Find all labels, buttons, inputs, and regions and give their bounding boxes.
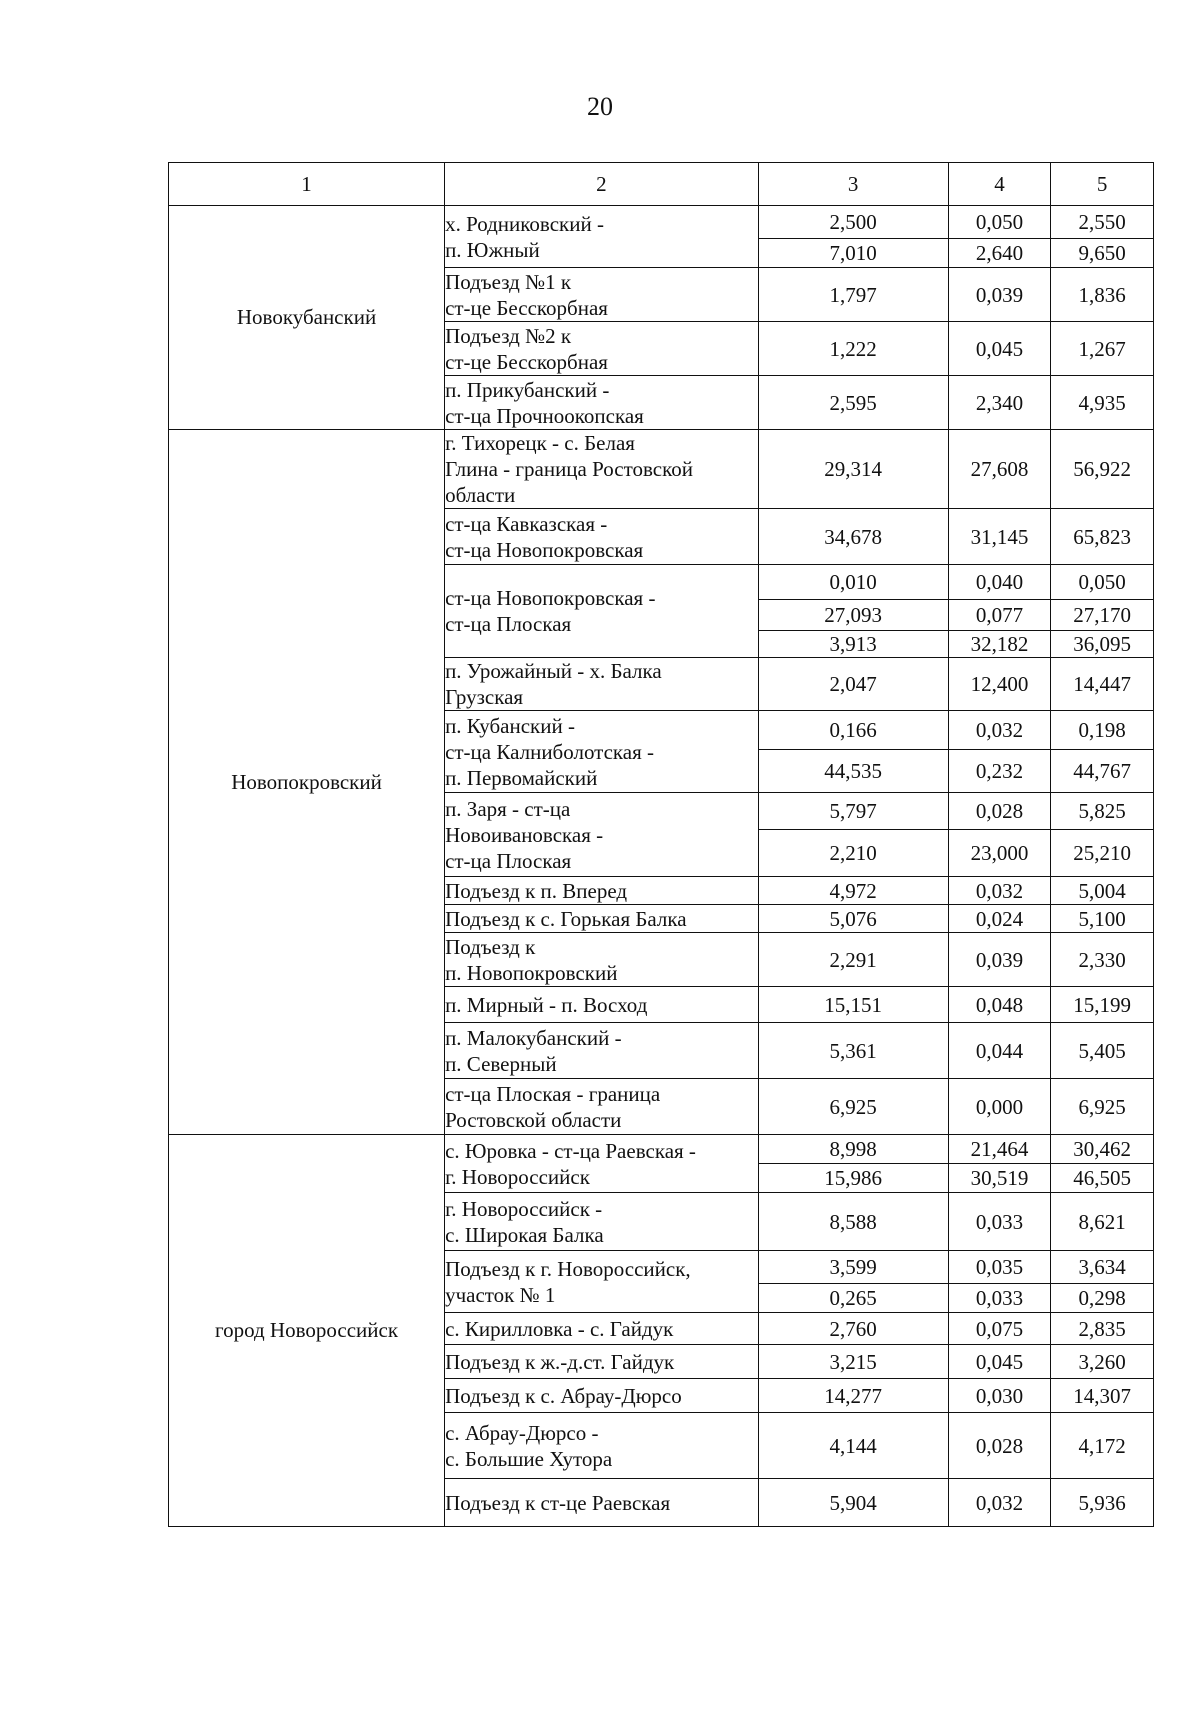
value-subrow: 0,035 xyxy=(975,1255,1024,1279)
value-cell: 12,400 xyxy=(948,658,1051,711)
value-cell: 14,307 xyxy=(1051,1379,1154,1413)
road-cell xyxy=(445,1345,759,1379)
road-cell xyxy=(445,711,759,793)
road-line: Подъезд к с. Абрау-Дюрсо xyxy=(445,1383,682,1408)
value-cell: 0,000 xyxy=(948,1079,1051,1135)
road-line: Подъезд к ж.-д.ст. Гайдук xyxy=(445,1349,675,1374)
road-cell xyxy=(445,933,759,987)
road-line: Подъезд №1 к xyxy=(445,269,572,294)
road-cell xyxy=(445,1479,759,1527)
value-cell: 2,047 xyxy=(758,658,948,711)
road-line: участок № 1 xyxy=(445,1282,556,1307)
road-cell xyxy=(445,1193,759,1251)
road-line: ст-це Бесскорбная xyxy=(445,295,608,320)
value-cell xyxy=(948,1135,1051,1193)
value-cell: 5,405 xyxy=(1051,1023,1154,1079)
road-line: ст-ца Кавказская - xyxy=(445,511,608,536)
road-line: п. Кубанский - xyxy=(445,713,575,738)
value-cell: 1,797 xyxy=(758,268,948,322)
value-cell xyxy=(1051,711,1154,793)
value-cell xyxy=(1051,565,1154,658)
value-cell xyxy=(948,1251,1051,1313)
value-cell: 4,972 xyxy=(758,877,948,905)
value-cell xyxy=(1051,793,1154,877)
road-line: с. Юровка - ст-ца Раевская - xyxy=(445,1138,696,1163)
road-cell xyxy=(445,987,759,1023)
road-line: Подъезд №2 к xyxy=(445,323,572,348)
road-line: с. Абрау-Дюрсо - xyxy=(445,1420,599,1445)
value-subrow: 0,028 xyxy=(975,799,1024,823)
value-cell xyxy=(948,793,1051,877)
value-cell xyxy=(758,1251,948,1313)
value-subrow: 3,599 xyxy=(829,1255,877,1279)
value-cell: 5,361 xyxy=(758,1023,948,1079)
value-subrow: 0,198 xyxy=(1078,718,1126,742)
road-line: п. Мирный - п. Восход xyxy=(445,992,648,1017)
value-cell: 4,172 xyxy=(1051,1413,1154,1479)
value-cell: 5,004 xyxy=(1051,877,1154,905)
value-subrow: 2,550 xyxy=(1078,210,1126,234)
road-cell xyxy=(445,206,759,268)
value-cell: 0,028 xyxy=(948,1413,1051,1479)
value-subrow: 0,033 xyxy=(949,1283,1051,1312)
value-cell: 29,314 xyxy=(758,430,948,509)
value-cell: 0,033 xyxy=(948,1193,1051,1251)
value-cell: 65,823 xyxy=(1051,509,1154,565)
road-cell xyxy=(445,793,759,877)
value-cell: 1,836 xyxy=(1051,268,1154,322)
value-subrow: 0,010 xyxy=(829,570,877,594)
road-line: п. Новопокровский xyxy=(445,960,618,985)
value-cell xyxy=(758,711,948,793)
road-line: п. Малокубанский - xyxy=(445,1025,622,1050)
table-row xyxy=(169,1135,1154,1193)
value-cell: 0,024 xyxy=(948,905,1051,933)
road-line: Глина - граница Ростовской xyxy=(445,457,694,481)
road-line: Новоивановская - xyxy=(445,822,604,847)
value-subrow: 36,095 xyxy=(1051,630,1153,657)
value-subrow: 27,170 xyxy=(1051,599,1153,630)
region-cell: Новокубанский xyxy=(169,206,445,430)
region-cell: Новопокровский xyxy=(169,430,445,1135)
road-line: х. Родниковский - xyxy=(445,211,604,236)
value-subrow: 8,998 xyxy=(829,1137,877,1161)
value-cell: 5,100 xyxy=(1051,905,1154,933)
value-cell: 0,045 xyxy=(948,1345,1051,1379)
road-line: Подъезд к с. Горькая Балка xyxy=(445,906,687,931)
road-line: Подъезд к xyxy=(445,934,536,959)
value-cell: 8,621 xyxy=(1051,1193,1154,1251)
road-cell xyxy=(445,1251,759,1313)
value-cell xyxy=(948,711,1051,793)
header-row xyxy=(169,163,1154,206)
column-header: 2 xyxy=(445,163,759,206)
road-line: с. Большие Хутора xyxy=(445,1446,613,1471)
value-subrow: 27,093 xyxy=(759,599,948,630)
value-subrow: 2,640 xyxy=(949,238,1051,267)
value-cell xyxy=(758,1135,948,1193)
value-cell xyxy=(948,206,1051,268)
value-cell xyxy=(758,793,948,877)
value-cell: 2,291 xyxy=(758,933,948,987)
road-cell xyxy=(445,322,759,376)
value-cell xyxy=(1051,206,1154,268)
road-cell xyxy=(445,658,759,711)
value-subrow: 0,265 xyxy=(759,1283,948,1312)
value-subrow: 23,000 xyxy=(949,829,1051,876)
value-cell xyxy=(1051,1135,1154,1193)
road-line: п. Заря - ст-ца xyxy=(445,796,571,821)
value-cell: 0,032 xyxy=(948,1479,1051,1527)
value-cell: 14,447 xyxy=(1051,658,1154,711)
region-cell: город Новороссийск xyxy=(169,1135,445,1527)
column-header: 5 xyxy=(1051,163,1154,206)
value-subrow: 2,500 xyxy=(829,210,877,234)
roads-table xyxy=(168,162,1154,1527)
road-cell xyxy=(445,1413,759,1479)
value-cell: 0,044 xyxy=(948,1023,1051,1079)
value-subrow: 2,210 xyxy=(759,829,948,876)
road-line: с. Широкая Балка xyxy=(445,1222,604,1247)
value-cell: 15,199 xyxy=(1051,987,1154,1023)
value-subrow: 3,913 xyxy=(759,630,948,657)
value-cell xyxy=(1051,1251,1154,1313)
value-subrow: 7,010 xyxy=(759,238,948,267)
road-cell xyxy=(445,877,759,905)
value-cell: 14,277 xyxy=(758,1379,948,1413)
road-line: ст-ца Плоская - граница xyxy=(445,1081,661,1106)
value-cell: 0,039 xyxy=(948,933,1051,987)
table-body xyxy=(169,163,1154,1527)
table-row xyxy=(169,430,1154,509)
value-cell: 4,144 xyxy=(758,1413,948,1479)
value-subrow: 0,298 xyxy=(1051,1283,1153,1312)
value-subrow: 46,505 xyxy=(1051,1163,1153,1192)
value-subrow: 0,032 xyxy=(975,718,1024,742)
value-subrow: 3,634 xyxy=(1078,1255,1126,1279)
value-cell: 2,760 xyxy=(758,1313,948,1345)
value-subrow: 44,535 xyxy=(759,749,948,792)
road-line: п. Южный xyxy=(445,237,540,262)
value-cell: 8,588 xyxy=(758,1193,948,1251)
road-line: с. Кирилловка - с. Гайдук xyxy=(445,1316,674,1341)
road-cell xyxy=(445,1313,759,1345)
page-number: 20 xyxy=(587,92,613,121)
road-line: ст-ца Плоская xyxy=(445,848,572,873)
road-line: п. Прикубанский - xyxy=(445,377,610,402)
road-line: ст-це Бесскорбная xyxy=(445,349,608,374)
value-subrow: 0,050 xyxy=(975,210,1024,234)
value-cell: 0,075 xyxy=(948,1313,1051,1345)
value-cell: 2,340 xyxy=(948,376,1051,430)
road-cell xyxy=(445,1135,759,1193)
road-line: Подъезд к п. Вперед xyxy=(445,878,628,903)
value-cell: 15,151 xyxy=(758,987,948,1023)
value-subrow: 15,986 xyxy=(759,1163,948,1192)
road-cell xyxy=(445,1079,759,1135)
road-cell xyxy=(445,376,759,430)
road-cell xyxy=(445,905,759,933)
value-cell xyxy=(758,206,948,268)
value-subrow: 0,166 xyxy=(829,718,877,742)
road-line: Подъезд к ст-це Раевская xyxy=(445,1490,671,1515)
table-row xyxy=(169,206,1154,268)
value-cell: 0,032 xyxy=(948,877,1051,905)
value-cell: 27,608 xyxy=(948,430,1051,509)
value-subrow: 0,232 xyxy=(949,749,1051,792)
value-cell: 34,678 xyxy=(758,509,948,565)
road-line: Подъезд к г. Новороссийск, xyxy=(445,1256,691,1281)
road-cell xyxy=(445,509,759,565)
road-line: Грузская xyxy=(445,685,524,709)
road-cell xyxy=(445,430,759,509)
value-subrow: 30,519 xyxy=(949,1163,1051,1192)
road-cell xyxy=(445,1023,759,1079)
road-line: п. Урожайный - х. Балка xyxy=(445,659,662,683)
road-line: области xyxy=(445,483,516,507)
road-line: п. Первомайский xyxy=(445,765,598,790)
value-cell: 56,922 xyxy=(1051,430,1154,509)
value-cell: 0,039 xyxy=(948,268,1051,322)
value-cell: 31,145 xyxy=(948,509,1051,565)
value-cell: 1,267 xyxy=(1051,322,1154,376)
road-line: ст-ца Новопокровская xyxy=(445,537,644,562)
road-cell xyxy=(445,1379,759,1413)
road-line: г. Новороссийск xyxy=(445,1164,590,1189)
road-line: ст-ца Плоская xyxy=(445,612,572,636)
value-subrow: 5,797 xyxy=(829,799,877,823)
road-cell xyxy=(445,268,759,322)
column-header: 1 xyxy=(169,163,445,206)
value-cell: 6,925 xyxy=(1051,1079,1154,1135)
value-cell xyxy=(758,565,948,658)
value-subrow: 9,650 xyxy=(1051,238,1153,267)
road-line: п. Северный xyxy=(445,1051,557,1076)
value-cell: 6,925 xyxy=(758,1079,948,1135)
value-subrow: 30,462 xyxy=(1073,1137,1132,1161)
value-cell: 5,076 xyxy=(758,905,948,933)
value-cell: 0,030 xyxy=(948,1379,1051,1413)
road-line: ст-ца Новопокровская - xyxy=(445,586,656,610)
value-cell xyxy=(948,565,1051,658)
value-subrow: 0,040 xyxy=(975,570,1024,594)
value-subrow: 0,077 xyxy=(949,599,1051,630)
value-cell: 3,260 xyxy=(1051,1345,1154,1379)
value-cell: 2,835 xyxy=(1051,1313,1154,1345)
value-subrow: 5,825 xyxy=(1078,799,1126,823)
road-line: г. Тихорецк - с. Белая xyxy=(445,431,635,455)
road-line: г. Новороссийск - xyxy=(445,1196,603,1221)
value-cell: 0,048 xyxy=(948,987,1051,1023)
column-header: 4 xyxy=(948,163,1051,206)
value-cell: 1,222 xyxy=(758,322,948,376)
value-subrow: 25,210 xyxy=(1051,829,1153,876)
road-line: ст-ца Прочноокопская xyxy=(445,403,644,428)
road-line: Ростовской области xyxy=(445,1107,622,1132)
road-cell xyxy=(445,565,759,658)
value-cell: 5,936 xyxy=(1051,1479,1154,1527)
value-cell: 4,935 xyxy=(1051,376,1154,430)
value-cell: 3,215 xyxy=(758,1345,948,1379)
value-cell: 2,595 xyxy=(758,376,948,430)
value-cell: 2,330 xyxy=(1051,933,1154,987)
road-line: ст-ца Калниболотская - xyxy=(445,739,655,764)
value-subrow: 44,767 xyxy=(1051,749,1153,792)
value-subrow: 0,050 xyxy=(1078,570,1126,594)
value-cell: 0,045 xyxy=(948,322,1051,376)
column-header: 3 xyxy=(758,163,948,206)
value-subrow: 21,464 xyxy=(970,1137,1029,1161)
value-subrow: 32,182 xyxy=(949,630,1051,657)
value-cell: 5,904 xyxy=(758,1479,948,1527)
